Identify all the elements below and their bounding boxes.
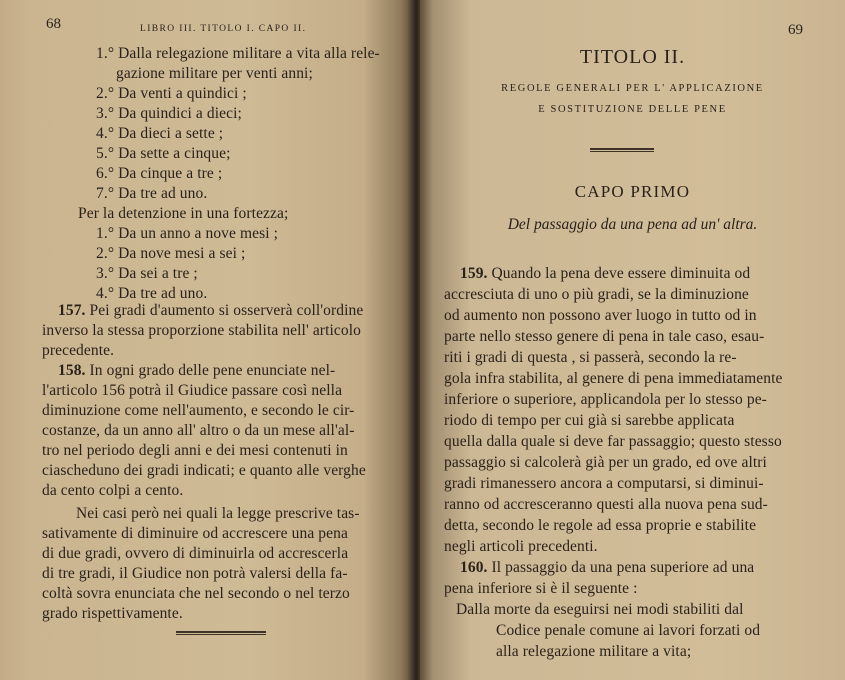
text-line: coltà sovra enunciata che nel secondo o nel terzo xyxy=(42,585,350,602)
right-page xyxy=(420,0,845,680)
text-line: 6.° Da cinque a tre ; xyxy=(96,165,223,182)
text-line: 4.° Da tre ad uno. xyxy=(96,285,208,302)
text-line: 2.° Da venti a quindici ; xyxy=(96,85,247,102)
text-line: precedente. xyxy=(42,342,115,359)
text-line: Per la detenzione in una fortezza; xyxy=(78,205,289,222)
title: TITOLO II. xyxy=(579,46,686,68)
text-line: od aumento non possono aver luogo in tutto od in xyxy=(444,307,757,324)
text-line: inferiore o superiore, applicandola per lo stesso pe- xyxy=(444,391,767,408)
subtitle-line-1: REGOLE GENERALI PER L' APPLICAZIONE xyxy=(501,83,764,94)
text-line: ranno od accresceranno questi alla nuova pena sud- xyxy=(444,496,768,513)
text-line: negli articoli precedenti. xyxy=(444,538,598,555)
left-running-head: LIBRO III. TITOLO I. CAPO II. xyxy=(140,24,307,34)
paragraph-157-first-line: 157. Pei gradi d'aumento si osserverà coll'ordine xyxy=(58,302,364,319)
text-line: Nei casi però nei quali la legge prescrive tas- xyxy=(76,505,360,522)
text-line: parte nello stesso genere di pena in tale caso, esau- xyxy=(444,328,765,345)
text-line: alla relegazione militare a vita; xyxy=(496,643,692,660)
text-line: di tre gradi, il Giudice non potrà valersi della fa- xyxy=(42,565,348,582)
text-line: detta, secondo le regole ad essa proprie e stabilite xyxy=(444,517,757,534)
text-line: sativamente di diminuire od accrescere una pena xyxy=(42,525,348,542)
paragraph-number: 158. xyxy=(58,362,86,379)
text-line: 3.° Da quindici a dieci; xyxy=(96,105,242,122)
text-line: costanze, da un anno all' altro o da un mese all'al- xyxy=(42,422,355,439)
paragraph-number: 159. xyxy=(460,265,488,282)
text-line: 3.° Da sei a tre ; xyxy=(96,265,198,282)
chapter-subtitle: Del passaggio da una pena ad un' altra. xyxy=(507,216,758,233)
text-line: passaggio si calcolerà già per un grado, ed ove altri xyxy=(444,454,767,471)
text-line: Codice penale comune ai lavori forzati od xyxy=(496,622,761,639)
text-line: Dalla morte da eseguirsi nei modi stabiliti dal xyxy=(456,601,744,618)
paragraph-number: 157. xyxy=(58,302,86,319)
subtitle-line-2: E SOSTITUZIONE DELLE PENE xyxy=(538,104,727,115)
text-line: 5.° Da sette a cinque; xyxy=(96,145,231,162)
text-line: 7.° Da tre ad uno. xyxy=(96,185,208,202)
text-line: gradi rimanessero ancora a computarsi, si diminui- xyxy=(444,475,764,492)
text-line: 1.° Dalla relegazione militare a vita alla rele- xyxy=(96,45,380,62)
text-line: 4.° Da dieci a sette ; xyxy=(96,125,224,142)
chapter-heading: CAPO PRIMO xyxy=(574,182,691,201)
text-line: 2.° Da nove mesi a sei ; xyxy=(96,245,246,262)
text-line: pena inferiore si è il seguente : xyxy=(444,580,638,597)
paragraph-158-first-line: 158. In ogni grado delle pene enunciate nel- xyxy=(58,362,336,379)
text-line: tro nel periodo degli anni e dei mesi contenuti in xyxy=(42,442,348,459)
text-line: gola infra stabilita, al genere di pena immediatamente xyxy=(444,370,783,387)
text-line: l'articolo 156 potrà il Giudice passare così nella xyxy=(42,382,343,399)
title-rule xyxy=(590,148,654,152)
paragraph-160-first-line: 160. Il passaggio da una pena superiore ad una xyxy=(460,559,755,576)
paragraph-number: 160. xyxy=(460,559,488,576)
text-line: 1.° Da un anno a nove mesi ; xyxy=(96,225,279,242)
left-page-number: 68 xyxy=(46,16,61,32)
text-line: accresciuta di uno o più gradi, se la diminuzione xyxy=(444,286,749,303)
paragraph-159-first-line: 159. Quando la pena deve essere diminuita od xyxy=(460,265,751,282)
end-rule xyxy=(176,631,266,635)
text-line: diminuzione come nell'aumento, e secondo le cir- xyxy=(42,402,355,419)
text-line: riodo di tempo per cui già si sarebbe applicata xyxy=(444,412,735,429)
text-line: quella dalla quale si deve far passaggio; questo stesso xyxy=(444,433,782,450)
text-line: di due gradi, ovvero di diminuirla od accrescerla xyxy=(42,545,349,562)
left-page xyxy=(0,0,413,680)
right-page-number: 69 xyxy=(788,22,803,38)
text-line: riti i gradi di questa , si passerà, secondo la re- xyxy=(444,349,737,366)
text-line: grado rispettivamente. xyxy=(42,605,183,622)
text-line: ciascheduno dei gradi indicati; e quanto alle verghe xyxy=(42,462,366,479)
text-line: inverso la stessa proporzione stabilita nell' articolo xyxy=(42,322,361,339)
text-line: da cento colpi a cento. xyxy=(42,482,184,499)
text-line: gazione militare per venti anni; xyxy=(116,65,313,82)
